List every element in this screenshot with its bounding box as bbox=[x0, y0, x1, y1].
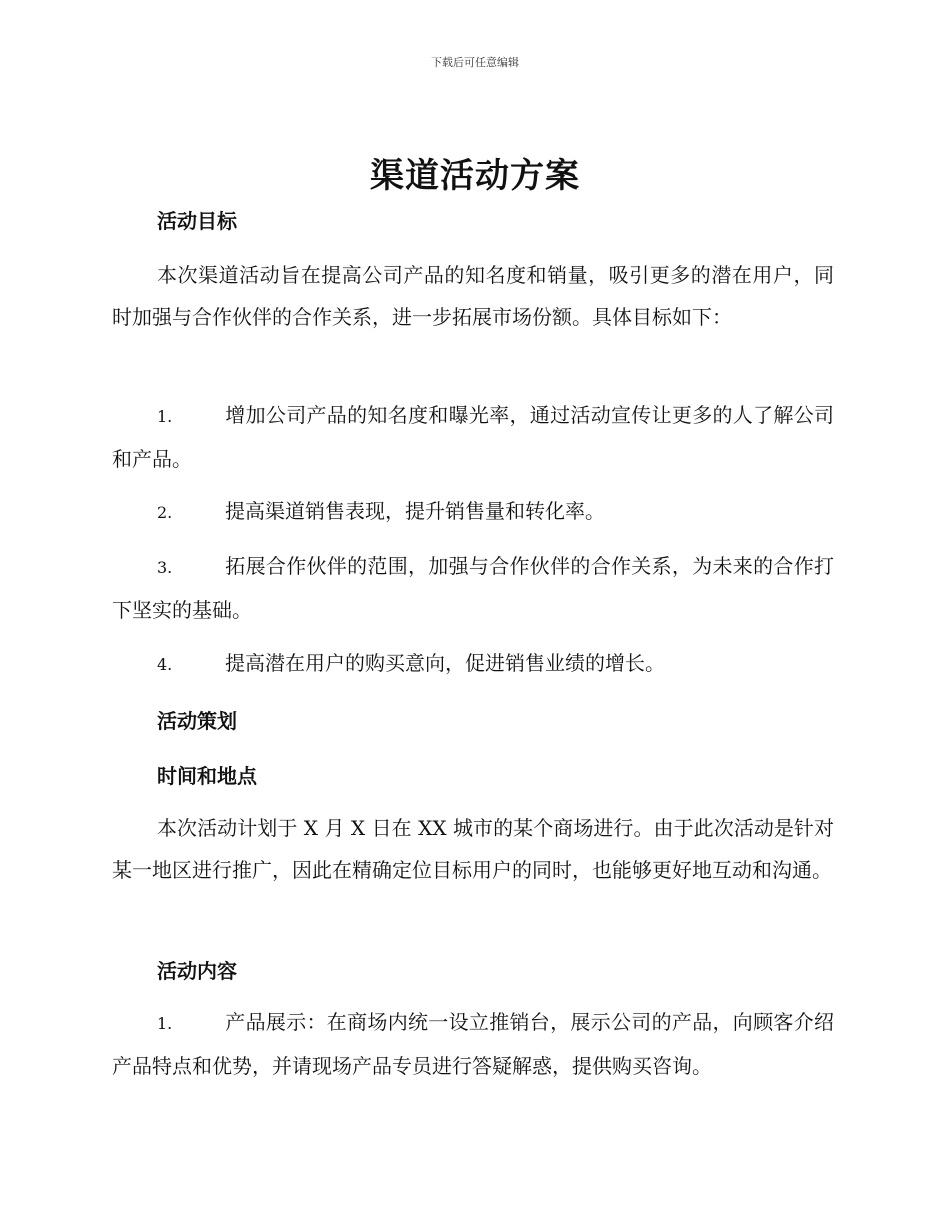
goal-list-item bbox=[112, 642, 834, 686]
goal-list-item bbox=[112, 394, 834, 480]
list-number: 2. bbox=[157, 503, 173, 522]
content-list-item bbox=[112, 1001, 834, 1087]
list-item-text: 提高潜在用户的购买意向，促进销售业绩的增长。 bbox=[225, 651, 665, 675]
section-heading-goal: 活动目标 bbox=[157, 209, 237, 233]
list-number: 1. bbox=[157, 407, 173, 426]
goal-intro-paragraph: 本次渠道活动旨在提高公司产品的知名度和销量，吸引更多的潜在用户，同时加强与合作伙伴的合作关系，进一步拓展市场份额。具体目标如下： bbox=[112, 263, 834, 329]
list-number: 1. bbox=[157, 1014, 173, 1033]
goal-list-item bbox=[112, 545, 834, 631]
list-item-text: 产品展示：在商场内统一设立推销台，展示公司的产品，向顾客介绍产品特点和优势，并请现场产品专员进行答疑解惑，提供购买咨询。 bbox=[112, 1010, 834, 1078]
list-item-text: 拓展合作伙伴的范围，加强与合作伙伴的合作关系，为未来的合作打下坚实的基础。 bbox=[112, 554, 834, 622]
section-heading-plan: 活动策划 bbox=[157, 709, 237, 733]
goal-list-item bbox=[112, 490, 834, 534]
document-title: 渠道活动方案 bbox=[370, 156, 580, 196]
time-paragraph: 本次活动计划于 X 月 X 日在 XX 城市的某个商场进行。由于此次活动是针对某一地区进行推广，因此在精确定位目标用户的同时，也能够更好地互动和沟通。 bbox=[112, 816, 834, 882]
list-number: 3. bbox=[157, 558, 173, 577]
list-item-text: 增加公司产品的知名度和曝光率，通过活动宣传让更多的人了解公司和产品。 bbox=[112, 403, 834, 471]
section-heading-content: 活动内容 bbox=[157, 959, 237, 983]
list-number: 4. bbox=[157, 655, 173, 674]
section-heading-time: 时间和地点 bbox=[157, 764, 257, 788]
header-note: 下载后可任意编辑 bbox=[431, 56, 519, 69]
list-item-text: 提高渠道销售表现，提升销售量和转化率。 bbox=[225, 499, 605, 523]
